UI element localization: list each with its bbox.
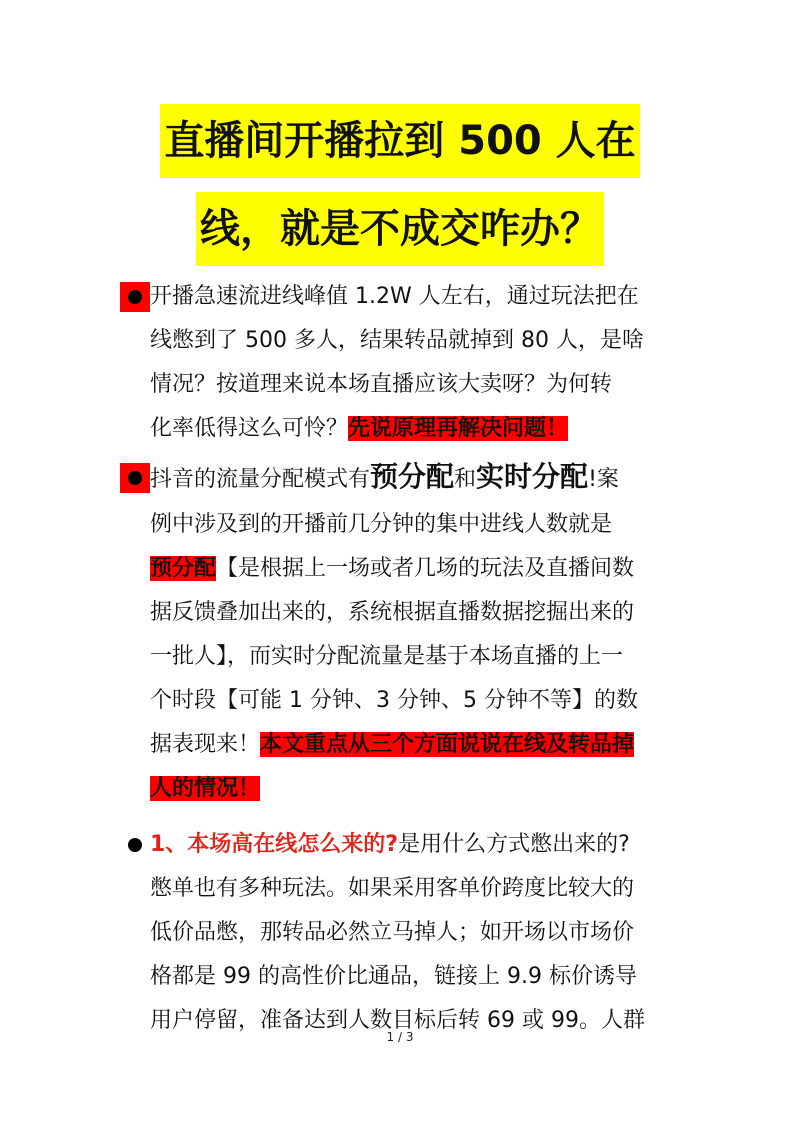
section3-line-5: 用户停留，准备达到人数目标后转 69 或 99。人群: [150, 1008, 645, 1033]
highlight-focus: 本文重点从三个方面说说在线及转品掉: [260, 732, 635, 757]
bullet-icon: [128, 838, 142, 852]
section3-line-1: [150, 823, 630, 867]
section2-text: 【是根据上一场或者几场的玩法及直播间数: [216, 556, 635, 581]
section1-line-4: [150, 407, 568, 451]
page-number: 1 / 3: [386, 1030, 414, 1044]
title-line-2: [0, 192, 800, 266]
keyword-realtime: 实时分配: [476, 460, 589, 493]
section3-line-2: 憋单也有多种玩法。如果采用客单价跨度比较大的: [150, 876, 635, 901]
highlight-predistribution: 预分配: [150, 556, 217, 581]
highlight-focus-end: 人的情况！: [150, 776, 261, 801]
section2-line-4: 据反馈叠加出来的，系统根据直播数据挖掘出来的: [150, 600, 635, 625]
bullet-icon: [120, 463, 150, 493]
title-text-1: 直播间开播拉到 500 人在: [160, 104, 639, 178]
keyword-predistribution: 预分配: [370, 460, 455, 493]
section1-line-1: 开播急速流进线峰值 1.2W 人左右，通过玩法把在: [150, 284, 639, 309]
section2-line-1: [150, 455, 619, 499]
title-text-2: 线，就是不成交咋办？: [196, 192, 604, 266]
section2-line-2: 例中涉及到的开播前几分钟的集中进线人数就是: [150, 512, 613, 537]
section2-line-7: [150, 723, 634, 767]
bullet-icon: [120, 282, 150, 312]
section2-line-3: [150, 547, 634, 591]
section2-line-8: [150, 767, 260, 811]
section1-line-4-text: 化率低得这么可怜？: [150, 416, 349, 441]
section3-line-4: 格都是 99 的高性价比通品，链接上 9.9 标价诱导: [150, 964, 637, 989]
section3-heading: 1、本场高在线怎么来的?: [150, 832, 399, 857]
section2-line-6: 个时段【可能 1 分钟、3 分钟、5 分钟不等】的数: [150, 688, 638, 713]
section2-line-5: 一批人】，而实时分配流量是基于本场直播的上一: [150, 644, 624, 669]
title-line-1: [0, 104, 800, 178]
section2-text: 据表现来！: [150, 732, 261, 757]
section2-text: 和: [454, 467, 477, 492]
section1-line-2: 线憋到了 500 多人，结果转品就掉到 80 人，是啥: [150, 328, 644, 353]
section3-text: 是用什么方式憋出来的?: [398, 832, 630, 857]
section1-line-3: 情况？按道理来说本场直播应该大卖呀？为何转: [150, 372, 613, 397]
section2-text: !案: [588, 467, 619, 492]
section2-text: 抖音的流量分配模式有: [150, 467, 371, 492]
highlight-principle: 先说原理再解决问题！: [348, 416, 569, 441]
section3-line-3: 低价品憋，那转品必然立马掉人；如开场以市场价: [150, 920, 635, 945]
